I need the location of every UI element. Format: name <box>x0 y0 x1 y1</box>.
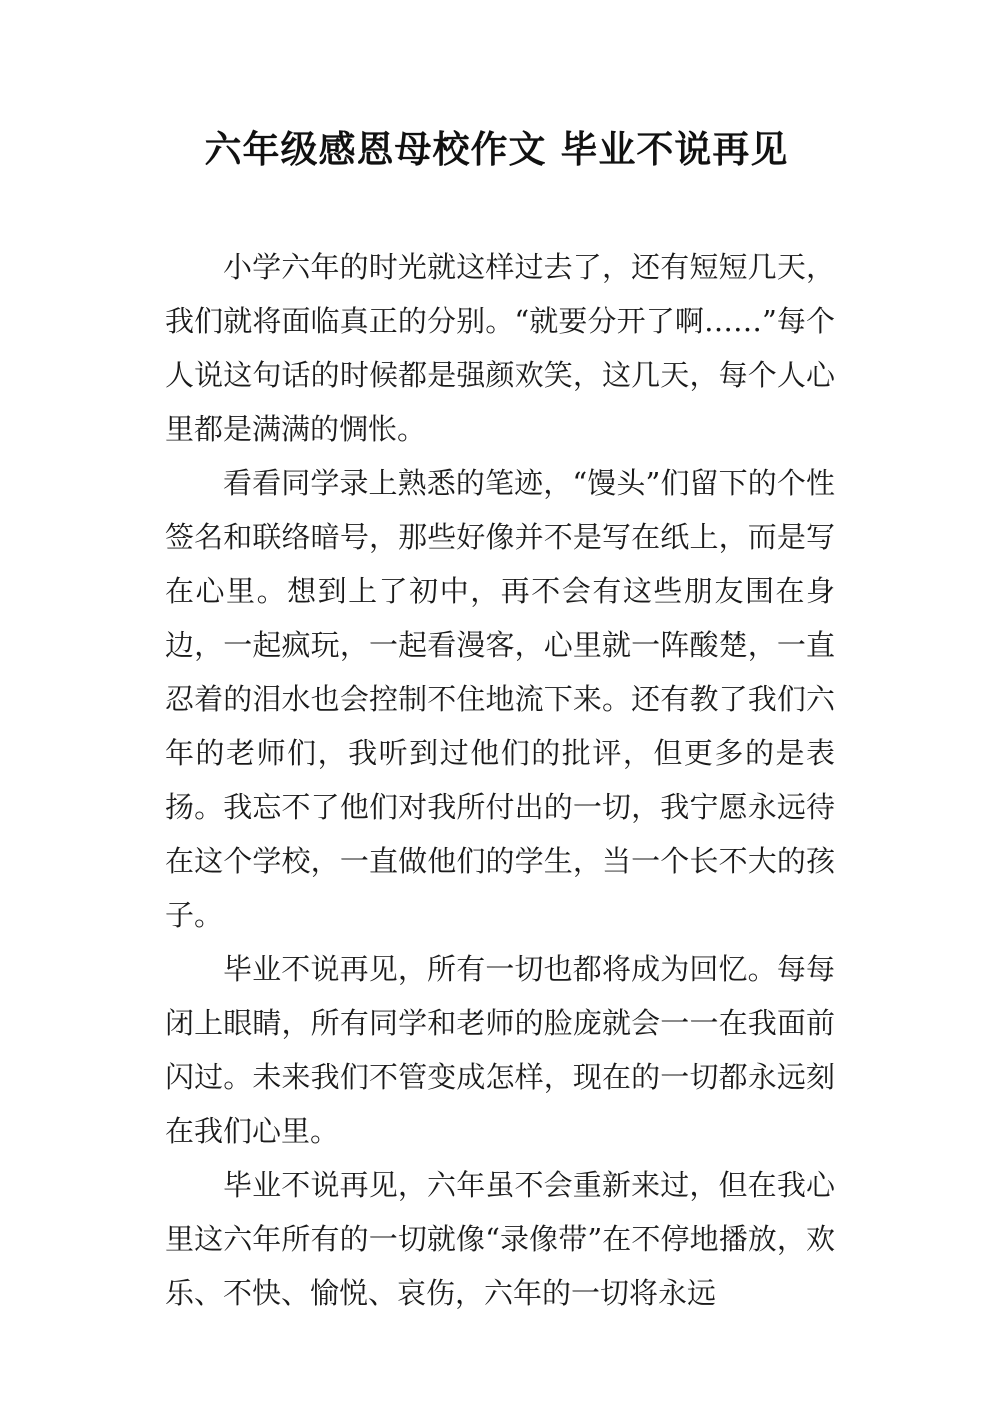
paragraph-2: 看看同学录上熟悉的笔迹，“馒头”们留下的个性签名和联络暗号，那些好像并不是写在纸上，而是写在心里。想到上了初中，再不会有这些朋友围在身边，一起疯玩，一起看漫客，心里就一阵酸楚，一直忍着的泪水也会控制不住地流下来。还有教了我们六年的老师们，我听到过他们的批评，但更多的是表扬。我忘不了他们对我所付出的一切，我宁愿永远待在这个学校，一直做他们的学生，当一个长不大的孩子。 <box>165 466 835 932</box>
document-body <box>165 240 835 1320</box>
document-title: 六年级感恩母校作文 毕业不说再见 <box>204 128 789 171</box>
paragraph-1: 小学六年的时光就这样过去了，还有短短几天，我们就将面临真正的分别。“就要分开了啊……”每个人说这句话的时候都是强颜欢笑，这几天，每个人心里都是满满的惆怅。 <box>165 250 835 446</box>
paragraph-3: 毕业不说再见，所有一切也都将成为回忆。每每闭上眼睛，所有同学和老师的脸庞就会一一在我面前闪过。未来我们不管变成怎样，现在的一切都永远刻在我们心里。 <box>165 952 835 1148</box>
paragraph-4: 毕业不说再见，六年虽不会重新来过，但在我心里这六年所有的一切就像“录像带”在不停地播放，欢乐、不快、愉悦、哀伤，六年的一切将永远 <box>165 1168 835 1310</box>
